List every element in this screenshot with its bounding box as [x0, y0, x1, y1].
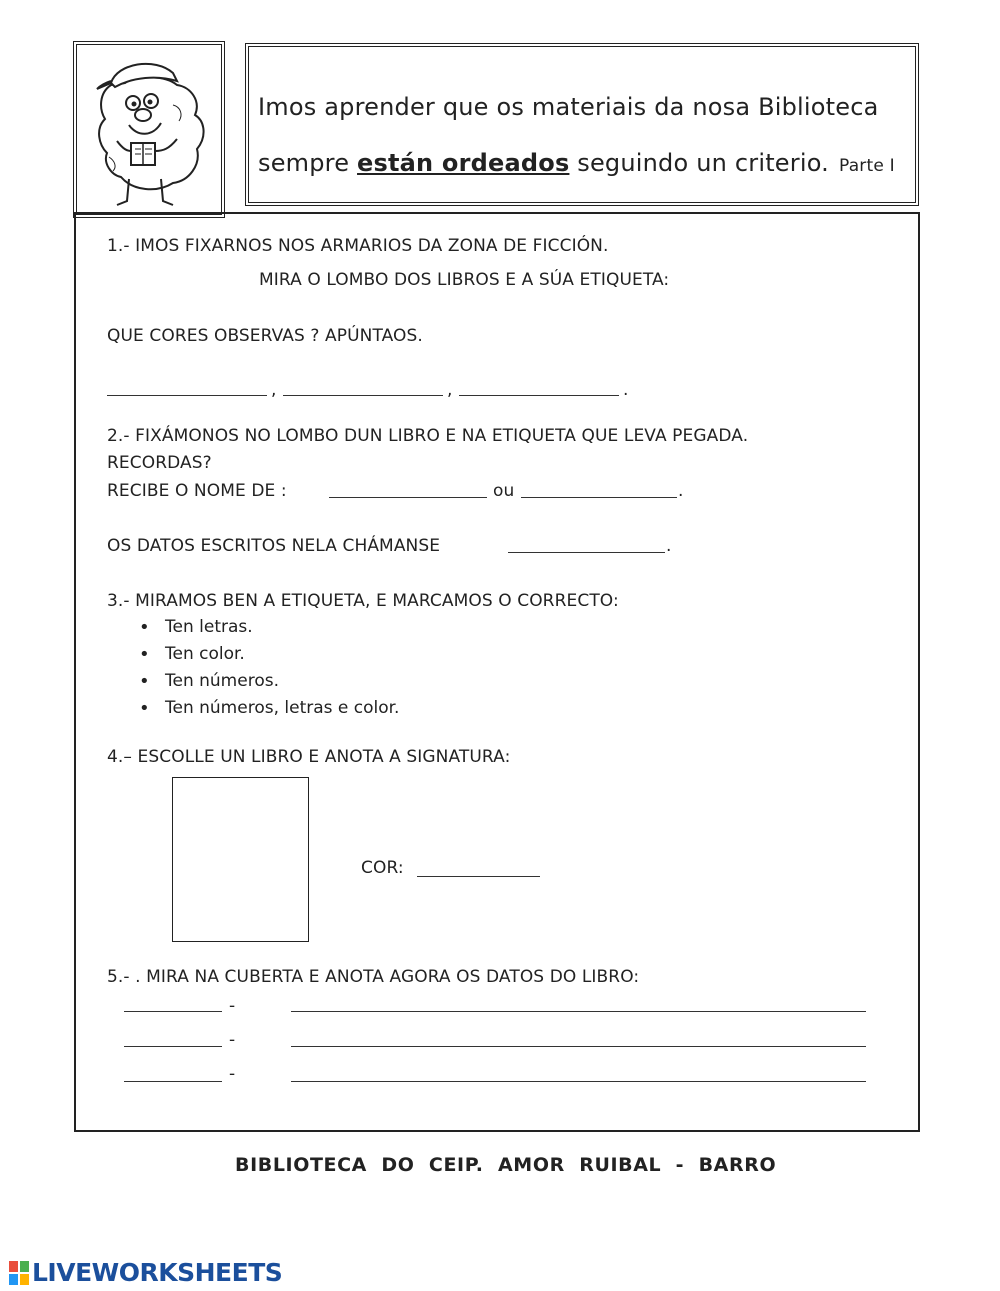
q5-long-line-3[interactable] — [291, 1081, 866, 1082]
q1-comma-1: , — [271, 380, 277, 400]
q1-subheading: MIRA O LOMBO DOS LIBROS E A SÚA ETIQUETA: — [259, 270, 670, 290]
q3-option[interactable]: • Ten números. — [135, 668, 399, 695]
q4-color-answer[interactable] — [417, 876, 540, 877]
title-text-1: Imos aprender que os materiais da nosa Biblioteca — [258, 93, 879, 121]
brand-name: LIVEWORKSHEETS — [32, 1258, 283, 1287]
liveworksheets-logo — [8, 1258, 282, 1287]
q1-answer-color-3[interactable] — [459, 395, 619, 396]
q1-heading: 1.- IMOS FIXARNOS NOS ARMARIOS DA ZONA DE FICCIÓN. — [107, 236, 609, 256]
q5-heading: 5.- . MIRA NA CUBERTA E ANOTA AGORA OS DATOS DO LIBRO: — [107, 967, 640, 987]
liveworksheets-icon — [8, 1260, 30, 1286]
q4-heading: 4.– ESCOLLE UN LIBRO E ANOTA A SIGNATURA: — [107, 747, 511, 767]
title-line-1 — [258, 93, 879, 121]
q1-dot: . — [623, 380, 629, 400]
part-label: Parte I — [839, 156, 895, 176]
q3-option[interactable]: • Ten color. — [135, 641, 399, 668]
q2-data-prompt: OS DATOS ESCRITOS NELA CHÁMANSE — [107, 536, 441, 556]
q2-name-answer-1[interactable] — [329, 497, 487, 498]
school-footer: BIBLIOTECA DO CEIP. AMOR RUIBAL - BARRO — [235, 1154, 777, 1176]
mascot-illustration — [77, 45, 221, 214]
q2-recordas: RECORDAS? — [107, 453, 212, 473]
q5-long-line-1[interactable] — [291, 1011, 866, 1012]
q4-color-label: COR: — [361, 858, 404, 878]
q1-question: QUE CORES OBSERVAS ? APÚNTAOS. — [107, 326, 423, 346]
q2-name-prompt: RECIBE O NOME DE : — [107, 481, 287, 501]
q2-heading: 2.- FIXÁMONOS NO LOMBO DUN LIBRO E NA ETIQUETA QUE LEVA PEGADA. — [107, 426, 749, 446]
q1-answer-color-2[interactable] — [283, 395, 443, 396]
title-text-2-post: seguindo un criterio. — [569, 149, 829, 177]
q3-option[interactable]: • Ten letras. — [135, 614, 399, 641]
title-line-2 — [258, 149, 895, 177]
q2-name-dot: . — [678, 481, 684, 501]
q2-data-dot: . — [666, 536, 672, 556]
q2-name-answer-2[interactable] — [521, 497, 677, 498]
q3-option[interactable]: • Ten números, letras e color. — [135, 695, 399, 722]
q5-short-line-1[interactable] — [124, 1011, 222, 1012]
q2-or-word: ou — [493, 481, 515, 501]
q3-heading: 3.- MIRAMOS BEN A ETIQUETA, E MARCAMOS O CORRECTO: — [107, 591, 619, 611]
q5-dash-1: - — [229, 996, 236, 1016]
q5-short-line-2[interactable] — [124, 1046, 222, 1047]
q5-long-line-2[interactable] — [291, 1046, 866, 1047]
title-emphasis: están ordeados — [357, 149, 570, 177]
title-box — [245, 43, 919, 206]
q5-short-line-3[interactable] — [124, 1081, 222, 1082]
q3-options — [135, 614, 399, 722]
q1-answer-color-1[interactable] — [107, 395, 267, 396]
title-text-2-pre: sempre — [258, 149, 358, 177]
q2-data-answer[interactable] — [508, 552, 665, 553]
q5-dash-2: - — [229, 1030, 236, 1050]
q4-signature-box[interactable] — [172, 777, 309, 942]
mascot-frame — [73, 41, 225, 218]
q5-dash-3: - — [229, 1064, 236, 1084]
q1-comma-2: , — [447, 380, 453, 400]
